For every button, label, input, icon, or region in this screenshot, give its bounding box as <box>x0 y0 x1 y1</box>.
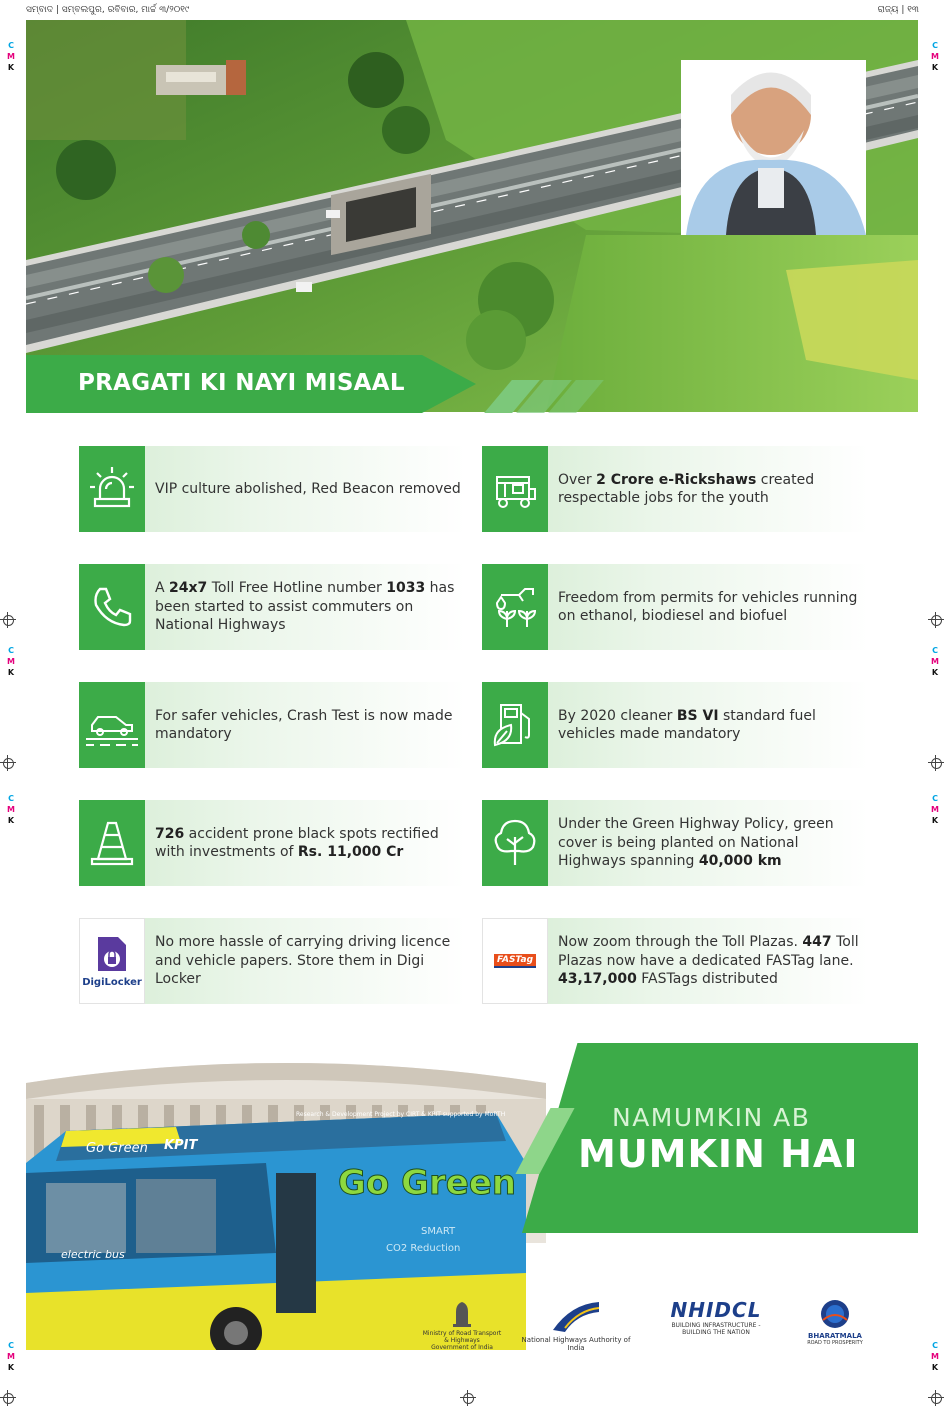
ministry-logo: Ministry of Road Transport & Highways Government of India <box>422 1298 502 1351</box>
cmyk-mark: C M K <box>7 646 15 677</box>
traffic-cone-icon <box>79 800 145 886</box>
cmyk-mark: C M K <box>931 1341 939 1372</box>
feature-card-black-spots <box>79 800 465 886</box>
nhidcl-logo: NHIDCL BUILDING INFRASTRUCTURE - BUILDING THE NATION <box>670 1298 762 1336</box>
cmyk-mark: C M K <box>931 794 939 825</box>
nhai-road-icon <box>551 1300 601 1334</box>
fastag-icon <box>482 918 548 1004</box>
bharatmala-logo: BHARATMALA ROAD TO PROSPERITY <box>800 1298 870 1346</box>
feature-card-crash-test <box>79 682 465 768</box>
feature-text: 726 accident prone black spots rectified with investments of Rs. 11,000 Cr <box>155 825 439 860</box>
cmyk-mark: C M K <box>7 1341 15 1372</box>
feature-card-bs6 <box>482 682 868 768</box>
car-crash-icon <box>79 682 145 768</box>
feature-text: VIP culture abolished, Red Beacon removed <box>155 480 461 497</box>
feature-card-hotline <box>79 564 465 650</box>
digilocker-icon <box>79 918 145 1004</box>
registration-mark-icon <box>460 1390 476 1406</box>
header-left: ସମ୍ବାଦ | ସମ୍ବଲପୁର, ରବିବାର, ମାର୍ଚ୍ଚ ୩/୨୦୧୯ <box>26 5 190 15</box>
tagline-line1: NAMUMKIN AB <box>612 1103 811 1132</box>
feature-card-green-highway <box>482 800 868 886</box>
bus-side-go-green: Go Green <box>338 1163 517 1203</box>
registration-mark-icon <box>0 1390 16 1406</box>
feature-card-biofuel <box>482 564 868 650</box>
registration-mark-icon <box>0 755 16 771</box>
phone-icon <box>79 564 145 650</box>
nhai-logo: National Highways Authority of India <box>518 1300 634 1352</box>
registration-mark-icon <box>0 612 16 628</box>
header-right: ରାଜ୍ୟ | ୧୩ <box>877 5 919 15</box>
bus-panel-sub: CO2 Reduction <box>386 1243 461 1254</box>
feature-card-fastag <box>482 918 868 1004</box>
fuel-plant-icon <box>482 564 548 650</box>
cmyk-mark: C M K <box>931 646 939 677</box>
hero-highway-photo <box>26 20 918 412</box>
cmyk-mark: C M K <box>7 41 15 72</box>
feature-card-digilocker <box>79 918 465 1004</box>
bus-banner: Research & Development Project by CIRT & KPIT supported by MoRTH <box>296 1111 506 1118</box>
e-rickshaw-icon <box>482 446 548 532</box>
feature-text: By 2020 cleaner BS VI standard fuel vehicles made mandatory <box>558 707 816 742</box>
bus-route: electric bus <box>61 1248 125 1261</box>
digilocker-label: DigiLocker <box>82 976 142 988</box>
feature-text: For safer vehicles, Crash Test is now made mandatory <box>155 707 453 742</box>
cmyk-mark: C M K <box>931 41 939 72</box>
feature-text: Under the Green Highway Policy, green cover is being planted on National Highways spanning 40,000 km <box>558 816 834 870</box>
red-beacon-icon <box>79 446 145 532</box>
emblem-icon <box>450 1298 474 1328</box>
feature-text: No more hassle of carrying driving licence and vehicle papers. Store them in Digi Locker <box>155 934 451 988</box>
tagline-line2: MUMKIN HAI <box>578 1132 859 1176</box>
bus-brand-go-green: Go Green <box>86 1141 148 1156</box>
bus-panel-title: SMART <box>421 1226 456 1237</box>
tree-icon <box>482 800 548 886</box>
cmyk-mark: C M K <box>7 794 15 825</box>
fuel-pump-leaf-icon <box>482 682 548 768</box>
feature-text: Freedom from permits for vehicles running on ethanol, biodiesel and biofuel <box>558 589 858 624</box>
registration-mark-icon <box>928 755 944 771</box>
feature-text: A 24x7 Toll Free Hotline number 1033 has been started to assist commuters on National Highways <box>155 580 455 634</box>
bharatmala-wheel-icon <box>819 1298 851 1330</box>
fastag-label: FASTag <box>494 954 536 968</box>
page-title: PRAGATI KI NAYI MISAAL <box>78 370 405 396</box>
registration-mark-icon <box>928 1390 944 1406</box>
bus-brand-kpit: KPIT <box>164 1138 198 1153</box>
highway-illustration <box>26 20 918 412</box>
page-header <box>26 2 919 18</box>
feature-card-e-rickshaw <box>482 446 868 532</box>
feature-text: Over 2 Crore e-Rickshaws created respectable jobs for the youth <box>558 471 815 506</box>
feature-card-red-beacon <box>79 446 465 532</box>
feature-text: Now zoom through the Toll Plazas. 447 Toll Plazas now have a dedicated FASTag lane. 43,17,000 FASTags distributed <box>558 934 859 988</box>
registration-mark-icon <box>928 612 944 628</box>
